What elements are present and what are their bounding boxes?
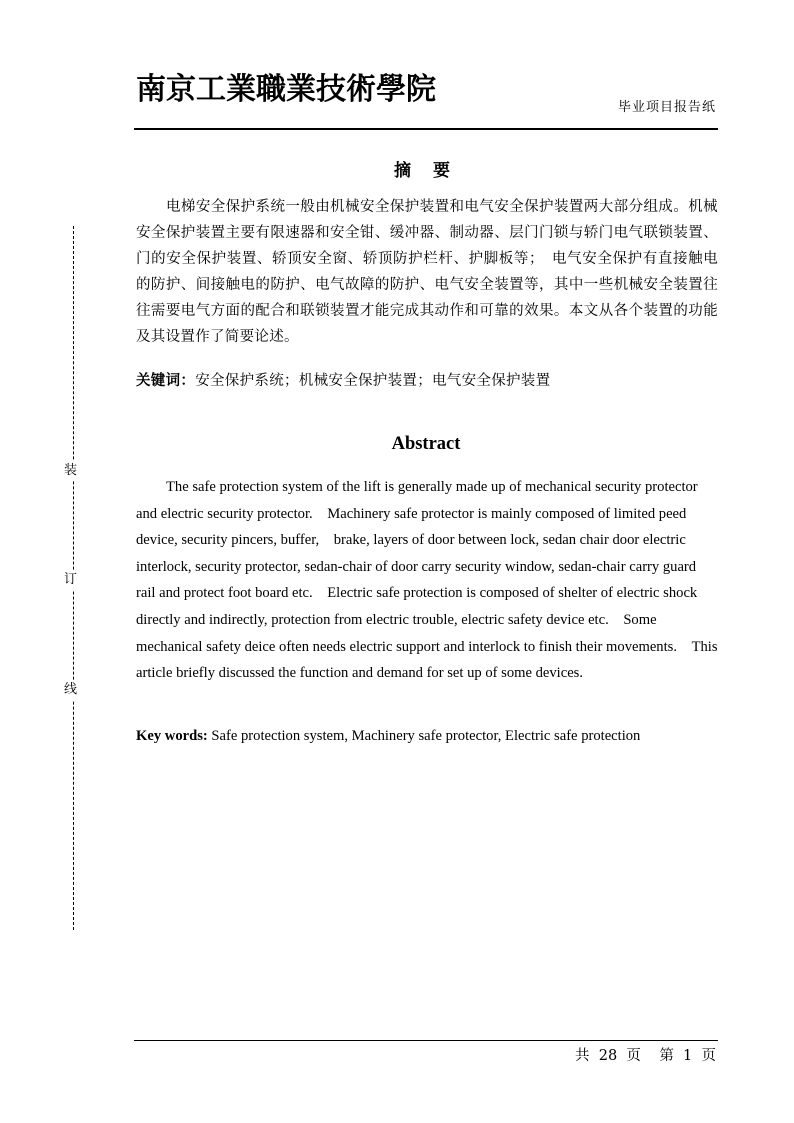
report-paper-label: 毕业项目报告纸: [617, 100, 716, 115]
keywords-en-label: Key words:: [136, 728, 208, 744]
abstract-en-title: Abstract: [391, 434, 461, 454]
footer-total-prefix: 共: [575, 1048, 590, 1064]
keywords-en-values: Safe protection system, Machinery safe protector, Electric safe protection: [211, 728, 641, 744]
abstract-en-body: The safe protection system of the lift is generally made up of mechanical security protector and electric security protector. Machinery safe protector is mainly composed of limited peed device, security pincers, buffer, brake, layers of door between lock, sedan chair door electric interlock, security protector, sedan-chair of door carry security window, sedan-chair carry guard rail and protect foot board etc. Electric safe protection is composed of shelter of electric shock directly and indirectly, protection from electric trouble, electric safety device etc. Some mechanical safety deice often needs electric support and interlock to finish their movements. This article briefly discussed the function and demand for set up of some devices.: [136, 479, 718, 682]
footer-page-number: 1: [683, 1048, 693, 1064]
binding-char-xian: 线: [64, 680, 77, 700]
footer-page-prefix: 第: [659, 1048, 674, 1064]
keywords-zh-label: 关键词：: [136, 372, 196, 389]
footer-rule: [134, 1040, 718, 1041]
footer-page-suffix: 页: [701, 1048, 716, 1064]
footer-total-pages: 28: [598, 1048, 618, 1064]
header-rule: [134, 128, 718, 130]
keywords-zh: [136, 369, 550, 390]
abstract-zh-body: 电梯安全保护系统一般由机械安全保护装置和电气安全保护装置两大部分组成。机械安全保护装置主要有限速器和安全钳、缓冲器、制动器、层门门锁与轿门电气联锁装置、门的安全保护装置、轿顶安全窗、轿顶防护栏杆、护脚板等； 电气安全保护有直接触电的防护、间接触电的防护、电气故障的防护、电气安全装置等，其中一些机械安全装置往往需要电气方面的配合和联锁装置才能完成其动作和可靠的效果。本文从各个装置的功能及其设置作了简要论述。: [136, 199, 718, 345]
keywords-zh-values: 安全保护系统；机械安全保护装置；电气安全保护装置: [195, 373, 551, 389]
binding-char-ding: 订: [64, 570, 77, 590]
abstract-zh-title: 摘 要: [394, 161, 458, 181]
school-logo-text: 南京工業職業技術學院: [136, 72, 436, 107]
keywords-en: [136, 728, 640, 745]
footer-total-suffix: 页: [626, 1048, 641, 1064]
binding-char-zhuang: 装: [64, 461, 77, 481]
page-footer: [575, 1044, 716, 1065]
